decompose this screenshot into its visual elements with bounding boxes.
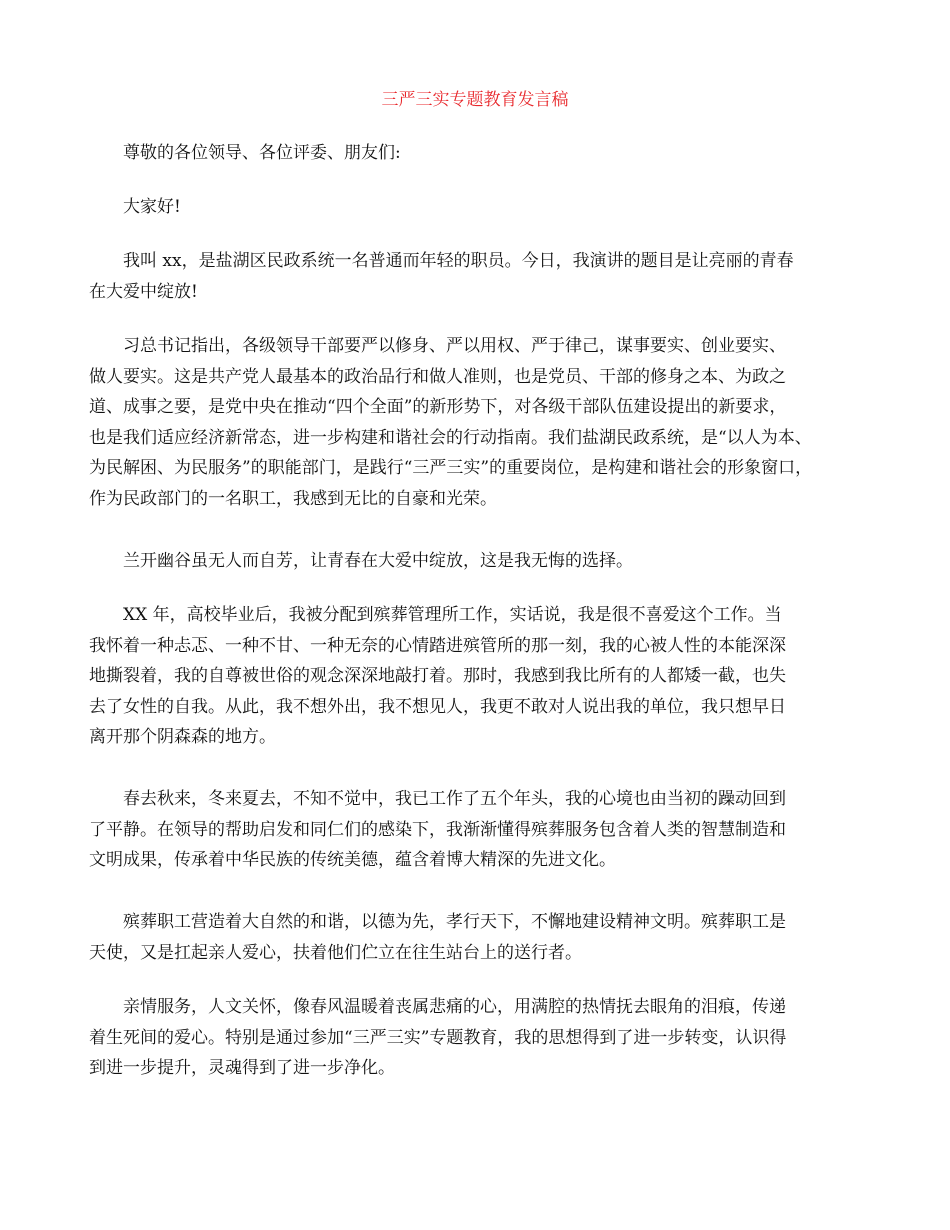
paragraph-line: 天使，又是扛起亲人爱心，扶着他们伫立在往生站台上的送行者。 [89, 942, 582, 963]
paragraph-line: 在大爱中绽放! [89, 281, 198, 302]
paragraph-introduction [89, 246, 869, 307]
paragraph-line: 到进一步提升，灵魂得到了进一步净化。 [89, 1058, 395, 1078]
paragraph-line: 为民解困、为民服务”的职能部门，是践行“三严三实”的重要岗位，是构建和谐社会的形象窗口， [89, 458, 813, 478]
paragraph-funeral-workers [89, 907, 869, 968]
paragraph-line: 也是我们适应经济新常态，进一步构建和谐社会的行动指南。我们盐湖民政系统，是“以人为本、 [89, 427, 812, 448]
paragraph-orchid [89, 546, 869, 577]
paragraph-hello [89, 192, 869, 223]
paragraph-line: 道、成事之要，是党中央在推动“四个全面”的新形势下，对各级干部队伍建设提出的新要求， [89, 397, 787, 417]
paragraph-line: 去了女性的自我。从此，我不想外出，我不想见人，我更不敢对人说出我的单位，我只想早日 [89, 696, 786, 717]
document-title: 三严三实专题教育发言稿 [381, 90, 569, 110]
paragraph-line: 做人要实。这是共产党人最基本的政治品行和做人准则，也是党员、干部的修身之本、为政之 [89, 366, 786, 387]
paragraph-line: XX 年，高校毕业后，我被分配到殡葬管理所工作，实话说，我是很不喜爱这个工作。当 [123, 605, 782, 625]
paragraph-line: 地撕裂着，我的自尊被世俗的观念深深地敲打着。那时，我感到我比所有的人都矮一截，也失 [89, 666, 786, 686]
paragraph-line: 离开那个阴森森的地方。 [89, 727, 276, 747]
paragraph-line: 大家好! [123, 197, 181, 217]
paragraph-line: 文明成果，传承着中华民族的传统美德，蕴含着博大精深的先进文化。 [89, 850, 616, 870]
paragraph-graduation [89, 600, 869, 753]
paragraph-line: 着生死间的爱心。特别是通过参加“三严三实”专题教育，我的思想得到了进一步转变，认识得 [89, 1027, 787, 1048]
paragraph-line: 习总书记指出，各级领导干部要严以修身、严以用权、严于律己，谋事要实、创业要实、 [123, 336, 786, 356]
paragraph-line: 兰开幽谷虽无人而自芳，让青春在大爱中绽放，这是我无悔的选择。 [123, 551, 633, 571]
paragraph-seasons [89, 784, 869, 876]
paragraph-line: 作为民政部门的一名职工，我感到无比的自豪和光荣。 [89, 488, 497, 509]
paragraph-line: 我怀着一种忐忑、一种不甘、一种无奈的心情踏进殡管所的那一刻，我的心被人性的本能深深 [89, 635, 786, 656]
paragraph-line: 了平静。在领导的帮助启发和同仁们的感染下，我渐渐懂得殡葬服务包含着人类的智慧制造和 [89, 819, 786, 840]
paragraph-line: 殡葬职工营造着大自然的和谐，以德为先，孝行天下，不懈地建设精神文明。殡葬职工是 [123, 912, 786, 932]
paragraph-line: 亲情服务，人文关怀，像春风温暖着丧属悲痛的心，用满腔的热情抚去眼角的泪痕，传递 [123, 997, 786, 1017]
paragraph-care-service [89, 992, 869, 1084]
paragraph-line: 春去秋来，冬来夏去，不知不觉中，我已工作了五个年头，我的心境也由当初的躁动回到 [123, 789, 786, 809]
paragraph-greeting [89, 138, 869, 169]
paragraph-line: 尊敬的各位领导、各位评委、朋友们: [123, 143, 401, 163]
paragraph-xi-quote [89, 331, 869, 514]
paragraph-line: 我叫 xx，是盐湖区民政系统一名普通而年轻的职员。今日，我演讲的题目是让亮丽的青春 [123, 251, 794, 271]
